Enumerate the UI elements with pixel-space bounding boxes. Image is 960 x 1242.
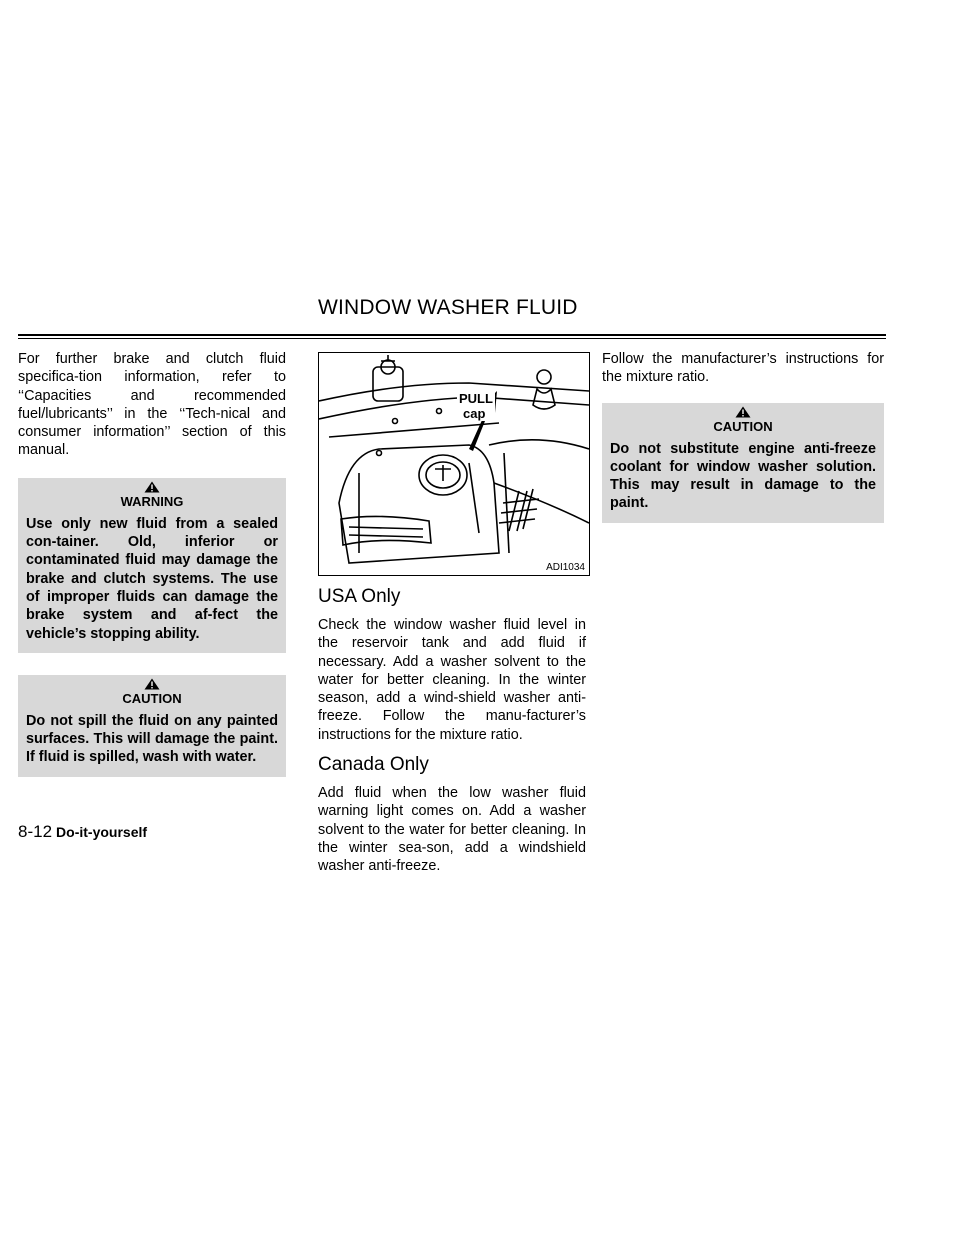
page-footer [18, 822, 147, 842]
figure-code: ADI1034 [546, 562, 585, 573]
caution-label-right: CAUTION [713, 418, 773, 434]
brake-fluid-intro: For further brake and clutch fluid specifica-tion information, refer to ‘‘Capacities and recommended fuel/lubricants’’ in the ‘‘Tech-nical and consumer information’’ section of this manual. [18, 351, 286, 459]
usa-text: Check the window washer fluid level in the reservoir tank and add fluid if necessary. Add a washer solvent to the water for better cleaning. In the winter season, add a wind-shield washer anti-freeze. Follow the manu-facturer’s instructions for the mixture ratio. [318, 617, 586, 743]
callout-line-2: cap [463, 406, 486, 421]
caution-box-right [602, 403, 884, 523]
washer-tank-illustration [318, 352, 590, 576]
caution-header-right [610, 406, 876, 434]
warning-triangle-icon [735, 406, 751, 418]
header-rule-top [18, 334, 886, 336]
column-middle [318, 352, 586, 876]
page-number: 8-12 [18, 822, 53, 841]
callout-line-1: PULL [459, 391, 493, 406]
header-rule-bottom [18, 338, 886, 339]
column-right [602, 350, 884, 523]
warning-triangle-icon [144, 481, 160, 493]
canada-text: Add fluid when the low washer fluid warning light comes on. Add a washer solvent to the water for better cleaning. In the winter sea-son, add a windshield washer anti-freeze. [318, 785, 586, 875]
caution-label: CAUTION [122, 690, 182, 706]
chapter-name: Do-it-yourself [56, 824, 148, 840]
section-title: WINDOW WASHER FLUID [318, 296, 578, 319]
pull-cap-callout [457, 391, 495, 421]
engine-bay-drawing [319, 353, 589, 575]
warning-triangle-icon [144, 678, 160, 690]
warning-box [18, 478, 286, 653]
column-left [18, 350, 286, 777]
caution-box [18, 675, 286, 777]
warning-text: Use only new fluid from a sealed con-tainer. Old, inferior or contaminated fluid may damage the brake and clutch systems. The use of improper fluids can damage the brake system and af-fect the vehicle’s stopping ability. [26, 515, 278, 642]
mixture-intro: Follow the manufacturer’s instructions for the mixture ratio. [602, 351, 884, 386]
usa-heading: USA Only [318, 586, 401, 607]
warning-label: WARNING [120, 493, 184, 509]
warning-header [26, 481, 278, 509]
caution-text-right: Do not substitute engine anti-freeze coolant for window washer solution. This may result in damage to the paint. [610, 440, 876, 512]
caution-text: Do not spill the fluid on any painted surfaces. This will damage the paint. If fluid is spilled, wash with water. [26, 712, 278, 766]
canada-heading: Canada Only [318, 754, 429, 776]
caution-header [26, 678, 278, 706]
